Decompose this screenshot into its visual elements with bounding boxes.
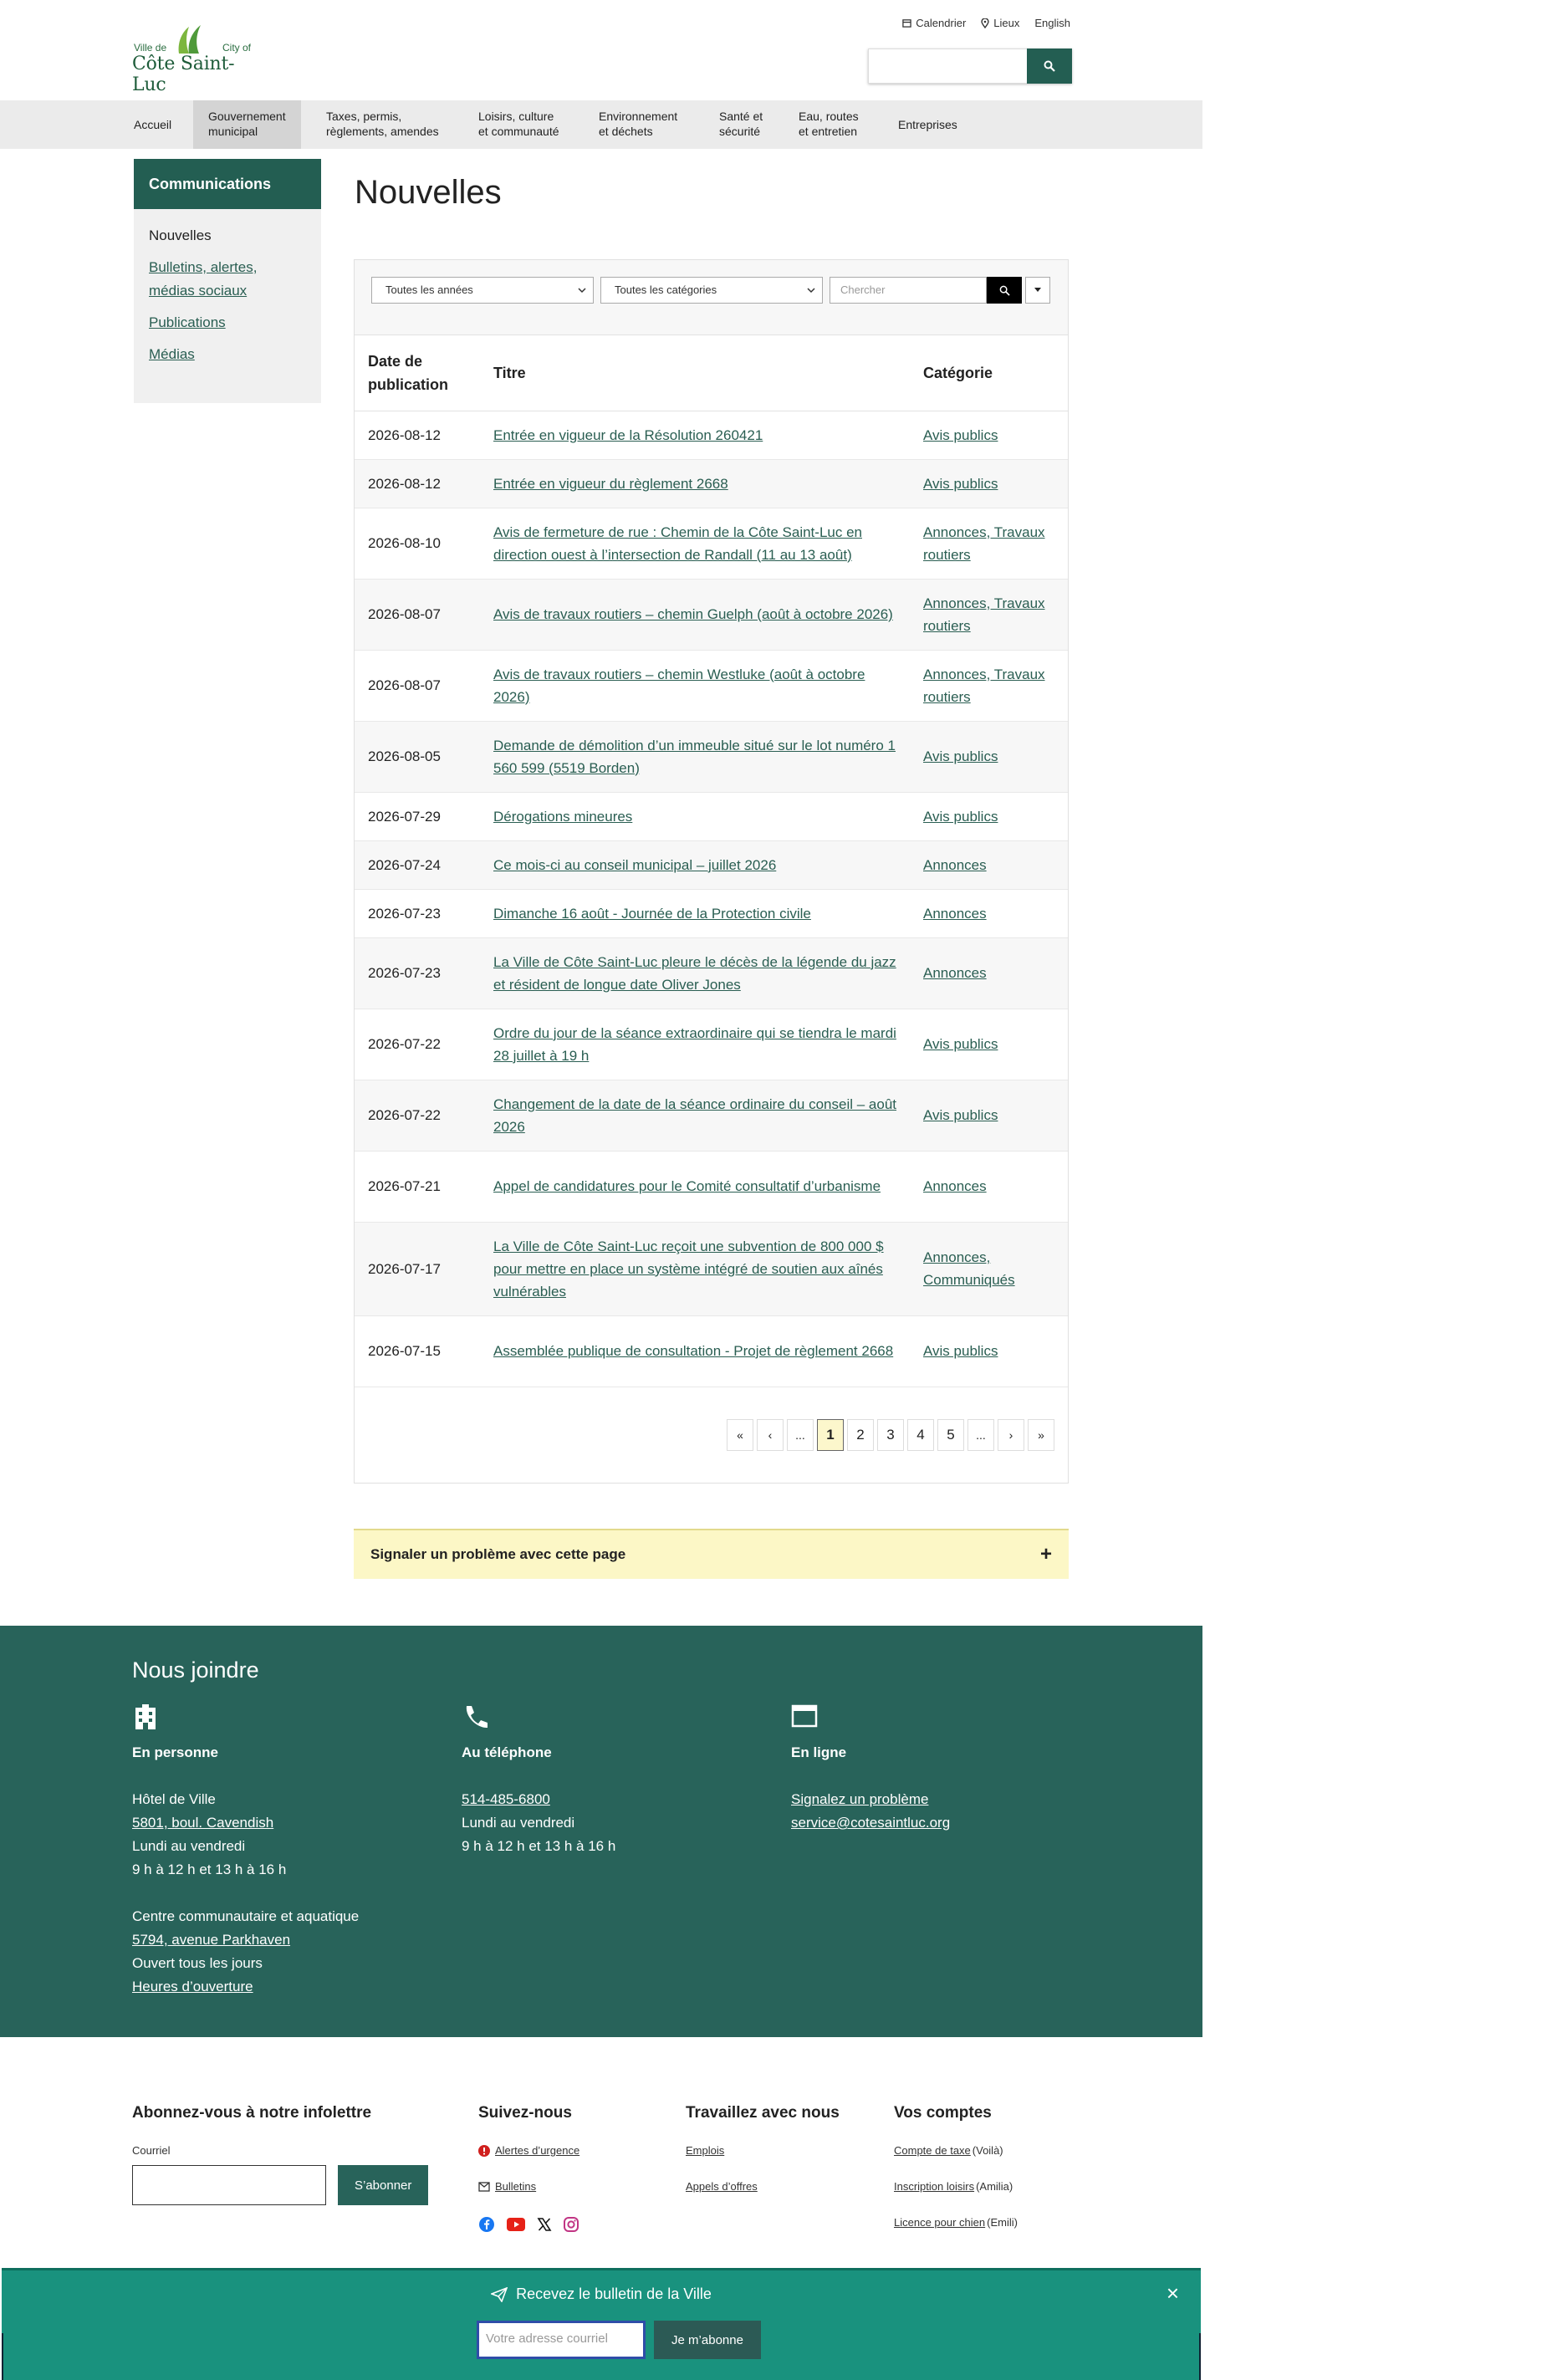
row-category-link[interactable]: Annonces xyxy=(923,965,987,981)
row-category-link[interactable]: Avis publics xyxy=(923,475,998,492)
newsletter-subscribe-button[interactable]: S’abonner xyxy=(338,2165,428,2205)
row-date: 2026-07-22 xyxy=(355,1080,480,1151)
site-header xyxy=(0,0,1204,100)
row-title-link[interactable]: Entrée en vigueur du règlement 2668 xyxy=(493,475,728,492)
service-email-link[interactable]: service@cotesaintluc.org xyxy=(791,1815,951,1831)
row-title-cell xyxy=(480,937,910,1009)
category-select-value: Toutes les catégories xyxy=(615,283,717,296)
pager-page-1[interactable]: 1 xyxy=(817,1419,844,1451)
sidebar-item-nouvelles[interactable]: Nouvelles xyxy=(149,227,212,243)
bulletins-item xyxy=(478,2180,579,2193)
nav-gouvernement[interactable]: Gouvernement municipal xyxy=(193,100,301,149)
row-date: 2026-07-17 xyxy=(355,1222,480,1315)
accounts-heading: Vos comptes xyxy=(894,2104,992,2122)
paper-plane-icon xyxy=(491,2287,508,2302)
building-icon xyxy=(132,1703,450,1734)
row-date: 2026-07-15 xyxy=(355,1315,480,1387)
row-date: 2026-07-23 xyxy=(355,889,480,937)
year-select-value: Toutes les années xyxy=(385,283,473,296)
row-title-cell xyxy=(480,411,910,459)
aquatic-centre-address-link[interactable]: 5794, avenue Parkhaven xyxy=(132,1932,291,1948)
dog-license-note: (Emili) xyxy=(987,2216,1018,2229)
calendar-label: Calendrier xyxy=(916,17,967,29)
row-date: 2026-08-05 xyxy=(355,721,480,792)
sidebar-link-publications[interactable]: Publications xyxy=(149,314,226,330)
row-category-cell xyxy=(910,1080,1068,1151)
phone-number-link[interactable]: 514-485-6800 xyxy=(462,1791,550,1807)
row-date: 2026-07-24 xyxy=(355,840,480,889)
city-hall-days: Lundi au vendredi xyxy=(132,1838,246,1854)
site-search-input[interactable] xyxy=(868,49,1027,84)
row-title-link[interactable]: Demande de démolition d’un immeuble situé sur le lot numéro 1 560 599 (5519 Borden) xyxy=(493,737,896,776)
calendar-icon xyxy=(902,18,911,28)
row-date: 2026-07-23 xyxy=(355,937,480,1009)
tax-account-item xyxy=(894,2144,1018,2157)
logo-leaf-icon xyxy=(174,23,207,57)
table-row xyxy=(355,650,1068,721)
follow-section xyxy=(478,2104,579,2233)
row-title-cell xyxy=(480,1222,910,1315)
browser-window-icon xyxy=(791,1703,1109,1734)
row-title-link[interactable]: Ce mois-ci au conseil municipal – juillet 2026 xyxy=(493,856,777,873)
alert-icon xyxy=(478,2145,490,2157)
main-nav xyxy=(0,100,1202,149)
row-category-link[interactable]: Avis publics xyxy=(923,1343,998,1359)
row-title-cell xyxy=(480,721,910,792)
pager-page-2[interactable]: 2 xyxy=(847,1419,874,1451)
row-category-link[interactable]: Avis publics xyxy=(923,1036,998,1052)
row-title-link[interactable]: Dérogations mineures xyxy=(493,808,633,825)
row-title-link[interactable]: Assemblée publique de consultation - Projet de règlement 2668 xyxy=(493,1343,894,1359)
sidebar-item-bulletins[interactable] xyxy=(149,256,306,303)
row-date: 2026-08-10 xyxy=(355,508,480,579)
row-category-link[interactable]: Annonces xyxy=(923,856,987,873)
row-category-link[interactable]: Annonces, Travaux routiers xyxy=(923,523,1045,563)
table-header-row xyxy=(355,335,1068,411)
col-header-date[interactable]: Date de publication xyxy=(355,335,480,411)
logo-right-small: City of xyxy=(222,42,252,54)
language-link[interactable]: English xyxy=(1034,17,1070,29)
row-title-cell xyxy=(480,1009,910,1080)
filter-bar xyxy=(355,260,1068,335)
newsletter-email-label: Courriel xyxy=(132,2144,171,2157)
banner-title-row xyxy=(2,2286,1201,2303)
pager-first[interactable]: « xyxy=(727,1419,753,1451)
pager-next[interactable]: › xyxy=(998,1419,1024,1451)
row-category-cell xyxy=(910,721,1068,792)
row-category-link[interactable]: Avis publics xyxy=(923,808,998,825)
row-title-link[interactable]: La Ville de Côte Saint-Luc reçoit une subvention de 800 000 $ pour mettre en place un système intégré de soutien aux aînés vulnérables xyxy=(493,1238,884,1300)
search-icon xyxy=(999,285,1010,296)
pager-last[interactable]: » xyxy=(1028,1419,1054,1451)
row-category-link[interactable]: Avis publics xyxy=(923,1107,998,1123)
plus-icon: + xyxy=(1039,1543,1052,1565)
row-category-cell xyxy=(910,792,1068,840)
places-label: Lieux xyxy=(993,17,1020,29)
footer-phone xyxy=(462,1703,779,1858)
sidebar-link-bulletins[interactable]: Bulletins, alertes, médias sociaux xyxy=(149,259,258,299)
accounts-section xyxy=(894,2104,1018,2252)
utility-links xyxy=(870,17,1070,29)
newsletter-heading: Abonnez-vous à notre infolettre xyxy=(132,2104,372,2122)
banner-email-input[interactable]: Votre adresse courriel xyxy=(477,2321,646,2359)
leisure-account-item xyxy=(894,2180,1018,2193)
pager-page-3[interactable]: 3 xyxy=(877,1419,904,1451)
leisure-account-note: (Amilia) xyxy=(976,2180,1013,2193)
logo-name: Côte Saint-Luc xyxy=(132,54,235,95)
filter-search-button[interactable] xyxy=(987,277,1022,304)
table-row xyxy=(355,840,1068,889)
filter-search-input[interactable]: Chercher xyxy=(830,277,987,304)
report-problem-label: Signaler un problème avec cette page xyxy=(370,1546,626,1562)
col-header-category[interactable]: Catégorie xyxy=(910,335,1068,411)
caret-down-icon xyxy=(1034,288,1041,293)
newsletter-section xyxy=(132,2104,428,2205)
category-select[interactable] xyxy=(600,277,823,304)
phone-days: Lundi au vendredi xyxy=(462,1815,575,1831)
row-category-cell xyxy=(910,889,1068,937)
site-search-button[interactable] xyxy=(1027,49,1072,84)
row-title-link[interactable]: Avis de travaux routiers – chemin Westluke (août à octobre 2026) xyxy=(493,666,865,705)
phone-icon xyxy=(462,1703,779,1734)
calendar-link[interactable] xyxy=(902,17,966,29)
row-category-cell xyxy=(910,1315,1068,1387)
table-row xyxy=(355,792,1068,840)
table-row xyxy=(355,721,1068,792)
leisure-registration-link[interactable]: Inscription loisirs xyxy=(894,2180,975,2193)
row-category-cell xyxy=(910,1222,1068,1315)
banner-title: Recevez le bulletin de la Ville xyxy=(516,2286,712,2302)
facebook-icon[interactable] xyxy=(478,2216,495,2233)
row-date: 2026-08-12 xyxy=(355,411,480,459)
row-category-link[interactable]: Avis publics xyxy=(923,426,998,443)
row-category-cell xyxy=(910,411,1068,459)
dog-license-link[interactable]: Licence pour chien xyxy=(894,2216,986,2229)
nav-accueil[interactable]: Accueil xyxy=(134,118,172,131)
close-icon[interactable]: × xyxy=(1166,2280,1179,2306)
row-category-cell xyxy=(910,650,1068,721)
footer-online-heading: En ligne xyxy=(791,1744,847,1760)
chevron-down-icon xyxy=(807,284,815,296)
table-row xyxy=(355,1151,1068,1222)
row-category-link[interactable]: Annonces, Communiqués xyxy=(923,1249,1015,1288)
table-row xyxy=(355,459,1068,508)
report-problem-toggle[interactable] xyxy=(354,1529,1069,1579)
sidebar-list xyxy=(134,209,321,390)
row-category-link[interactable]: Annonces, Travaux routiers xyxy=(923,595,1045,634)
map-pin-icon xyxy=(981,18,989,28)
row-title-cell xyxy=(480,792,910,840)
social-links xyxy=(478,2216,579,2233)
footer-phone-heading: Au téléphone xyxy=(462,1744,552,1760)
pager-page-4[interactable]: 4 xyxy=(907,1419,934,1451)
footer-online xyxy=(791,1703,1109,1835)
filter-options-dropdown[interactable] xyxy=(1025,277,1050,304)
sidebar-item-publications[interactable] xyxy=(149,311,306,335)
nav-entreprises[interactable]: Entreprises xyxy=(898,118,957,131)
nav-eau[interactable]: Eau, routes et entretien xyxy=(799,110,859,138)
emergency-alerts-link[interactable]: Alertes d’urgence xyxy=(495,2144,580,2157)
site-logo[interactable] xyxy=(132,23,266,95)
phone-hours: 9 h à 12 h et 13 h à 16 h xyxy=(462,1838,616,1854)
pager-prev[interactable]: ‹ xyxy=(757,1419,784,1451)
row-title-cell xyxy=(480,840,910,889)
x-twitter-icon[interactable] xyxy=(537,2217,552,2232)
row-category-link[interactable]: Annonces xyxy=(923,1178,987,1194)
city-hall-address-link[interactable]: 5801, boul. Cavendish xyxy=(132,1815,274,1831)
jobs-link[interactable]: Emplois xyxy=(686,2144,725,2157)
table-row xyxy=(355,889,1068,937)
row-category-cell xyxy=(910,1009,1068,1080)
places-link[interactable] xyxy=(981,17,1019,29)
aquatic-centre-days: Ouvert tous les jours xyxy=(132,1955,263,1971)
bottom-links xyxy=(0,2037,1202,2263)
row-title-cell xyxy=(480,459,910,508)
search-icon xyxy=(1044,60,1055,72)
row-title-link[interactable]: Changement de la date de la séance ordinaire du conseil – août 2026 xyxy=(493,1096,897,1135)
pager-ellipsis: ... xyxy=(967,1419,994,1451)
row-date: 2026-07-29 xyxy=(355,792,480,840)
sidebar xyxy=(134,159,321,403)
youtube-icon[interactable] xyxy=(507,2218,525,2231)
report-problem-link[interactable]: Signalez un problème xyxy=(791,1791,929,1807)
work-heading: Travaillez avec nous xyxy=(686,2104,840,2122)
row-title-cell xyxy=(480,579,910,650)
row-category-cell xyxy=(910,508,1068,579)
emergency-alerts-item xyxy=(478,2144,579,2157)
banner-subscribe-button[interactable]: Je m’abonne xyxy=(654,2321,761,2359)
row-title-cell xyxy=(480,889,910,937)
row-title-link[interactable]: La Ville de Côte Saint-Luc pleure le décès de la légende du jazz et résident de longue date Oliver Jones xyxy=(493,953,896,993)
aquatic-centre-name: Centre communautaire et aquatique xyxy=(132,1908,360,1924)
sidebar-link-medias[interactable]: Médias xyxy=(149,346,195,362)
row-date: 2026-08-12 xyxy=(355,459,480,508)
table-row xyxy=(355,1009,1068,1080)
row-date: 2026-07-22 xyxy=(355,1009,480,1080)
row-category-cell xyxy=(910,840,1068,889)
row-title-link[interactable]: Avis de travaux routiers – chemin Guelph (août à octobre 2026) xyxy=(493,606,893,622)
site-search xyxy=(868,49,1072,84)
tenders-link[interactable]: Appels d’offres xyxy=(686,2180,758,2193)
follow-heading: Suivez-nous xyxy=(478,2104,572,2122)
row-title-link[interactable]: Dimanche 16 août - Journée de la Protection civile xyxy=(493,905,811,922)
year-select[interactable] xyxy=(371,277,594,304)
table-row xyxy=(355,1315,1068,1387)
table-row xyxy=(355,579,1068,650)
row-category-cell xyxy=(910,459,1068,508)
pager-page-5[interactable]: 5 xyxy=(937,1419,964,1451)
row-date: 2026-08-07 xyxy=(355,650,480,721)
row-title-cell xyxy=(480,1315,910,1387)
table-row xyxy=(355,1222,1068,1315)
envelope-icon xyxy=(478,2182,490,2192)
row-title-link[interactable]: Appel de candidatures pour le Comité consultatif d’urbanisme xyxy=(493,1178,881,1194)
row-title-link[interactable]: Ordre du jour de la séance extraordinaire qui se tiendra le mardi 28 juillet à 19 h xyxy=(493,1024,896,1064)
row-category-link[interactable]: Annonces, Travaux routiers xyxy=(923,666,1045,705)
work-section xyxy=(686,2104,840,2216)
tax-account-note: (Voilà) xyxy=(972,2144,1003,2157)
nav-sante[interactable]: Santé et sécurité xyxy=(719,110,763,138)
sidebar-title[interactable]: Communications xyxy=(134,159,321,209)
table-row xyxy=(355,937,1068,1009)
chevron-down-icon xyxy=(578,284,586,296)
contact-footer xyxy=(0,1626,1202,2037)
nav-loisirs[interactable]: Loisirs, culture et communauté xyxy=(478,110,559,138)
row-date: 2026-07-21 xyxy=(355,1151,480,1222)
newsletter-banner xyxy=(2,2268,1201,2380)
city-hall-name: Hôtel de Ville xyxy=(132,1791,216,1807)
footer-in-person xyxy=(132,1703,450,1999)
row-title-cell xyxy=(480,1080,910,1151)
row-category-cell xyxy=(910,1151,1068,1222)
pager-ellipsis: ... xyxy=(787,1419,814,1451)
col-header-title[interactable]: Titre xyxy=(480,335,910,411)
page-title: Nouvelles xyxy=(355,174,502,211)
row-title-cell xyxy=(480,1151,910,1222)
instagram-icon[interactable] xyxy=(564,2217,579,2232)
bulletins-link[interactable]: Bulletins xyxy=(495,2180,537,2193)
news-table xyxy=(355,335,1068,1387)
table-row xyxy=(355,1080,1068,1151)
row-title-link[interactable]: Entrée en vigueur de la Résolution 260421 xyxy=(493,426,763,443)
nav-environnement[interactable]: Environnement et déchets xyxy=(599,110,678,138)
row-category-cell xyxy=(910,937,1068,1009)
row-title-link[interactable]: Avis de fermeture de rue : Chemin de la Côte Saint-Luc en direction ouest à l’intersection de Randall (11 au 13 août) xyxy=(493,523,862,563)
table-row xyxy=(355,508,1068,579)
pagination xyxy=(727,1419,1054,1451)
news-panel xyxy=(354,259,1069,1484)
row-title-cell xyxy=(480,650,910,721)
dog-license-item xyxy=(894,2216,1018,2229)
row-category-link[interactable]: Annonces xyxy=(923,905,987,922)
newsletter-email-input[interactable] xyxy=(132,2165,326,2205)
footer-in-person-heading: En personne xyxy=(132,1744,218,1760)
tax-account-link[interactable]: Compte de taxe xyxy=(894,2144,971,2157)
row-title-cell xyxy=(480,508,910,579)
row-category-cell xyxy=(910,579,1068,650)
table-row xyxy=(355,411,1068,459)
city-hall-hours: 9 h à 12 h et 13 h à 16 h xyxy=(132,1862,287,1877)
opening-hours-link[interactable]: Heures d’ouverture xyxy=(132,1979,253,1994)
logo-left-small: Ville de xyxy=(134,42,167,54)
row-date: 2026-08-07 xyxy=(355,579,480,650)
row-category-link[interactable]: Avis publics xyxy=(923,748,998,764)
sidebar-item-medias[interactable] xyxy=(149,343,306,366)
footer-title: Nous joindre xyxy=(132,1657,259,1683)
nav-taxes[interactable]: Taxes, permis, règlements, amendes xyxy=(326,110,439,138)
